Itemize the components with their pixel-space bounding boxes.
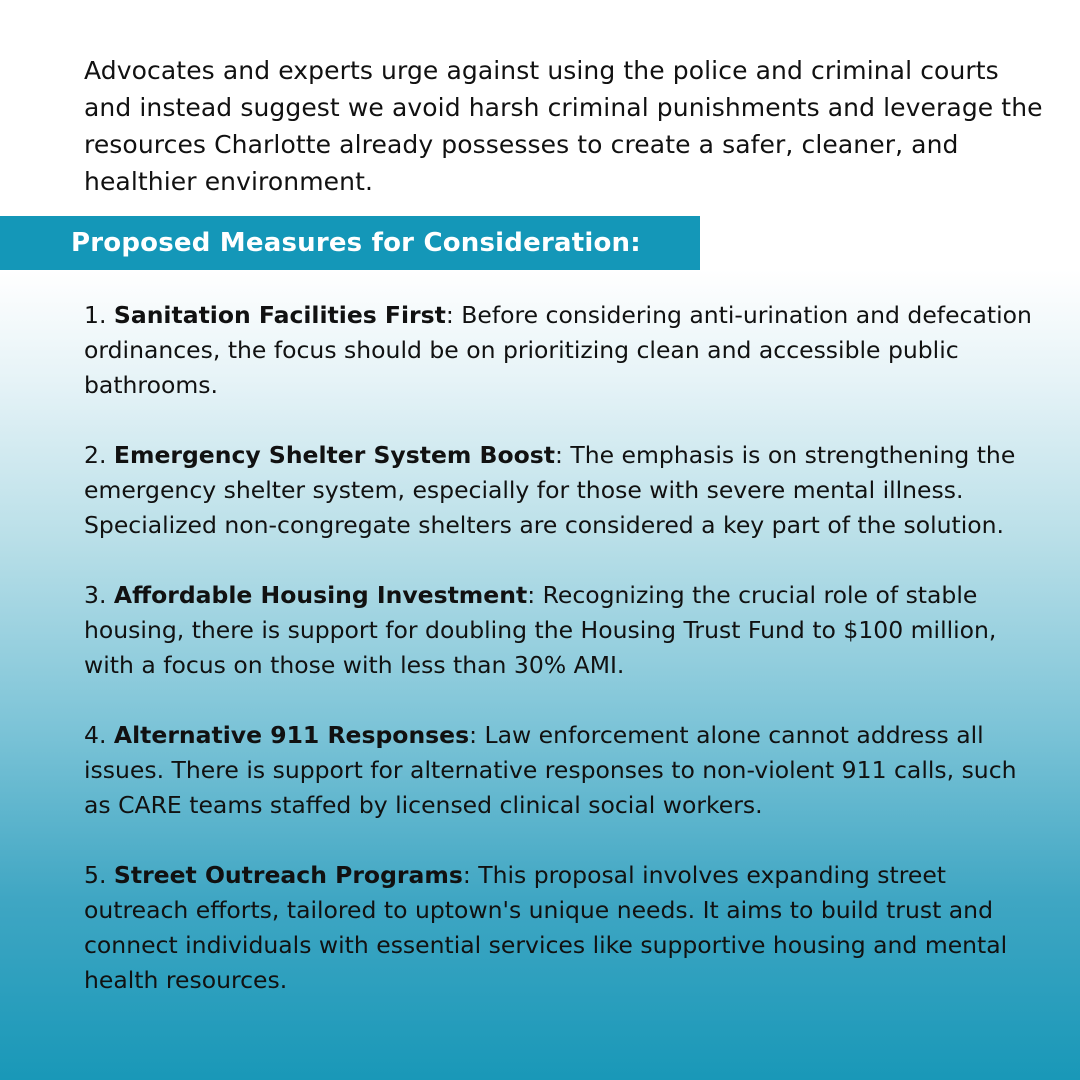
measure-term: Emergency Shelter System Boost [113,441,555,469]
measure-term: Affordable Housing Investment [113,581,528,609]
measure-item-1 [84,298,1034,403]
section-heading: Proposed Measures for Consideration: [71,228,641,258]
measure-number: 2. [84,441,114,469]
measures-list [84,298,1034,1033]
measure-term: Sanitation Facilities First [113,301,446,329]
measure-description: : The emphasis is on strengthening the emergency shelter system, especially for those with severe mental illness. Specialized non-congregate shelters are considered a key part of the solution. [84,441,1016,539]
measure-item-2 [84,438,1034,543]
measure-item-3 [84,578,1034,683]
measure-item-5 [84,858,1034,998]
measure-description: : This proposal involves expanding street outreach efforts, tailored to uptown's unique needs. It aims to build trust and connect individuals with essential services like supportive housing and mental health resources. [84,861,1008,994]
measure-number: 5. [84,861,114,889]
measure-description: : Law enforcement alone cannot address all issues. There is support for alternative responses to non-violent 911 calls, such as CARE teams staffed by licensed clinical social workers. [84,721,1017,819]
intro-paragraph: Advocates and experts urge against using the police and criminal courts and instead suggest we avoid harsh criminal punishments and leverage the resources Charlotte already possesses to create a safer, cleaner, and healthier environment. [84,56,1043,196]
section-banner [0,216,700,270]
measure-term: Street Outreach Programs [113,861,463,889]
measure-term: Alternative 911 Responses [113,721,470,749]
measure-description: : Before considering anti-urination and defecation ordinances, the focus should be on prioritizing clean and accessible public bathrooms. [84,301,1032,399]
measure-item-4 [84,718,1034,823]
measure-description: : Recognizing the crucial role of stable housing, there is support for doubling the Housing Trust Fund to $100 million, with a focus on those with less than 30% AMI. [84,581,997,679]
measure-number: 1. [84,301,114,329]
measure-number: 4. [84,721,114,749]
measure-number: 3. [84,581,114,609]
